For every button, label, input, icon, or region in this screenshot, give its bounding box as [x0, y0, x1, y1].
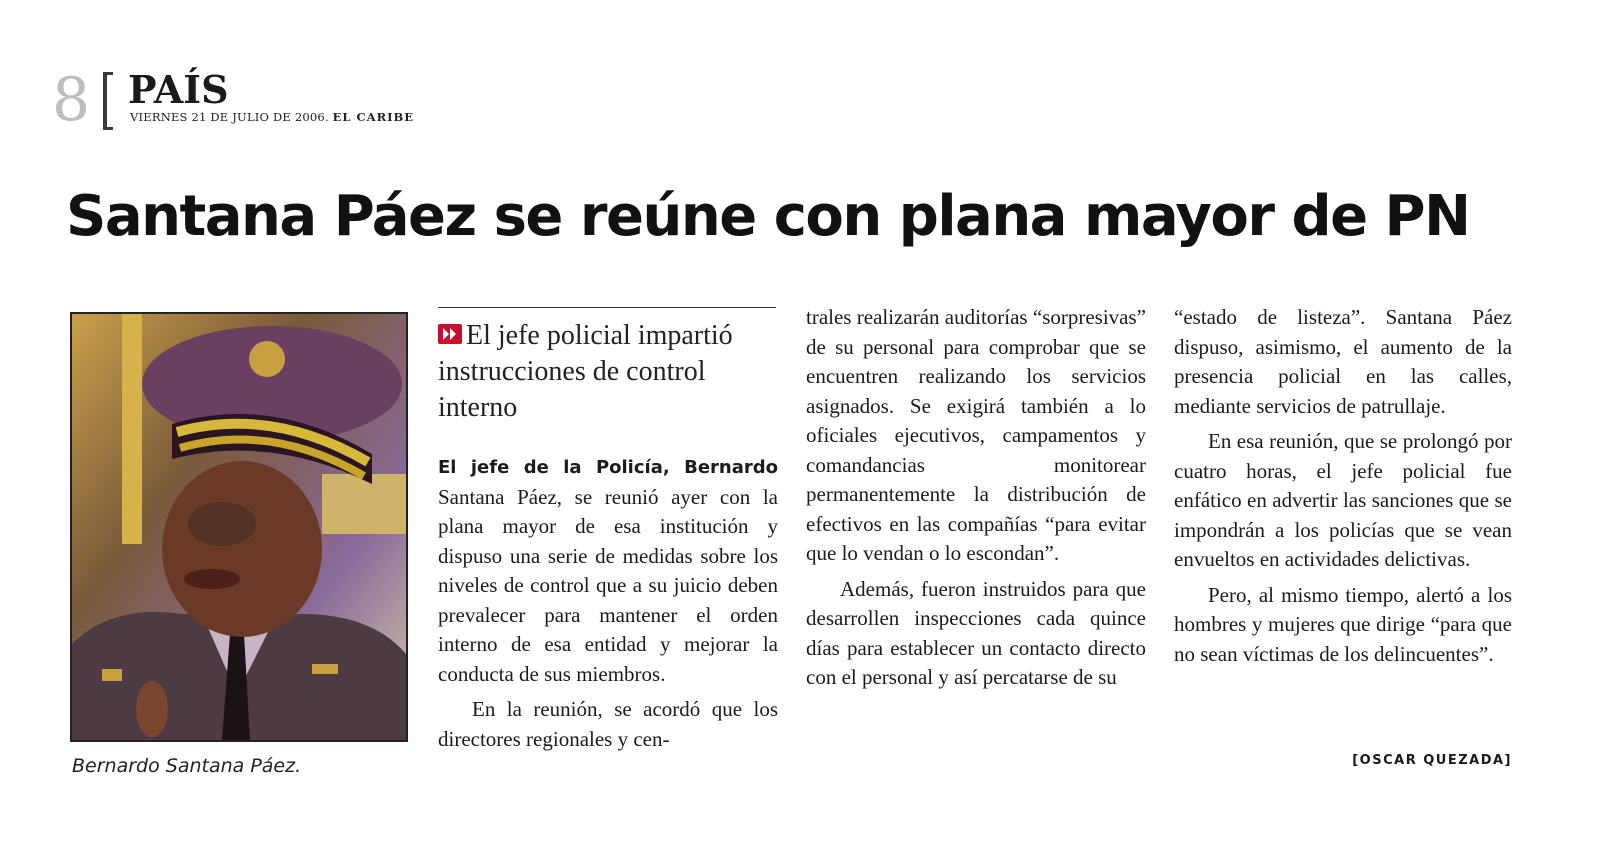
paragraph: “estado de listeza”. Santana Páez dispuso, asimismo, el aumento de la presencia policial en las calles, mediante servicios de patrullaje. — [1174, 305, 1512, 418]
dateline — [130, 110, 414, 124]
newspaper-name: EL CARIBE — [332, 110, 415, 124]
headline: Santana Páez se reúne con plana mayor de PN — [66, 184, 1470, 249]
subheadline — [438, 318, 778, 426]
article-column-3 — [1174, 303, 1512, 669]
photo — [70, 312, 408, 742]
article-column-2 — [806, 303, 1146, 693]
paragraph: trales realizarán auditorías “sorpresivas” de su personal para comprobar que se encuentren realizando los servicios asignados. Se exigirá también a lo oficiales ejecutivos, campamentos y comandancias monitorear permanentemente la distribución de efectivos en las compañías “para evitar que lo vendan o lo escondan”. — [806, 305, 1146, 565]
column-rule — [438, 307, 776, 308]
lead-in: El jefe de la Policía, Bernardo — [438, 457, 778, 478]
subheadline-text: El jefe policial impartió instrucciones de control interno — [438, 320, 733, 423]
double-arrow-icon — [438, 324, 462, 344]
paragraph — [438, 452, 778, 689]
paragraph: En la reunión, se acordó que los directores regionales y cen- — [438, 697, 778, 751]
photo-caption: Bernardo Santana Páez. — [72, 755, 302, 777]
section-title: PAÍS — [128, 67, 229, 112]
paragraph-text: Santana Páez, se reunió ayer con la plana mayor de esa institución y dispuso una serie de medidas sobre los niveles de control que a su juicio deben prevalecer para mantener el orden interno de esa entidad y mejorar la conducta de sus miembros. — [438, 484, 778, 686]
portrait-illustration — [72, 314, 406, 740]
paragraph: Además, fueron instruidos para que desarrollen inspecciones cada quince días para establecer un contacto directo con el personal y así percatarse de su — [806, 576, 1146, 689]
paragraph: En esa reunión, que se prolongó por cuatro horas, el jefe policial fue enfático en advertir las sanciones que se impondrán a los policías que se vean envueltos en actividades delictivas. — [1174, 429, 1512, 571]
section-bracket — [103, 72, 107, 130]
paragraph: Pero, al mismo tiempo, alertó a los hombres y mujeres que dirige “para que no sean víctimas de los delincuentes”. — [1174, 582, 1512, 666]
page-number: 8 — [52, 65, 91, 135]
article-column-1 — [438, 452, 778, 754]
byline: [OSCAR QUEZADA] — [1352, 753, 1512, 768]
publication-date: VIERNES 21 DE JULIO DE 2006. — [130, 110, 329, 124]
